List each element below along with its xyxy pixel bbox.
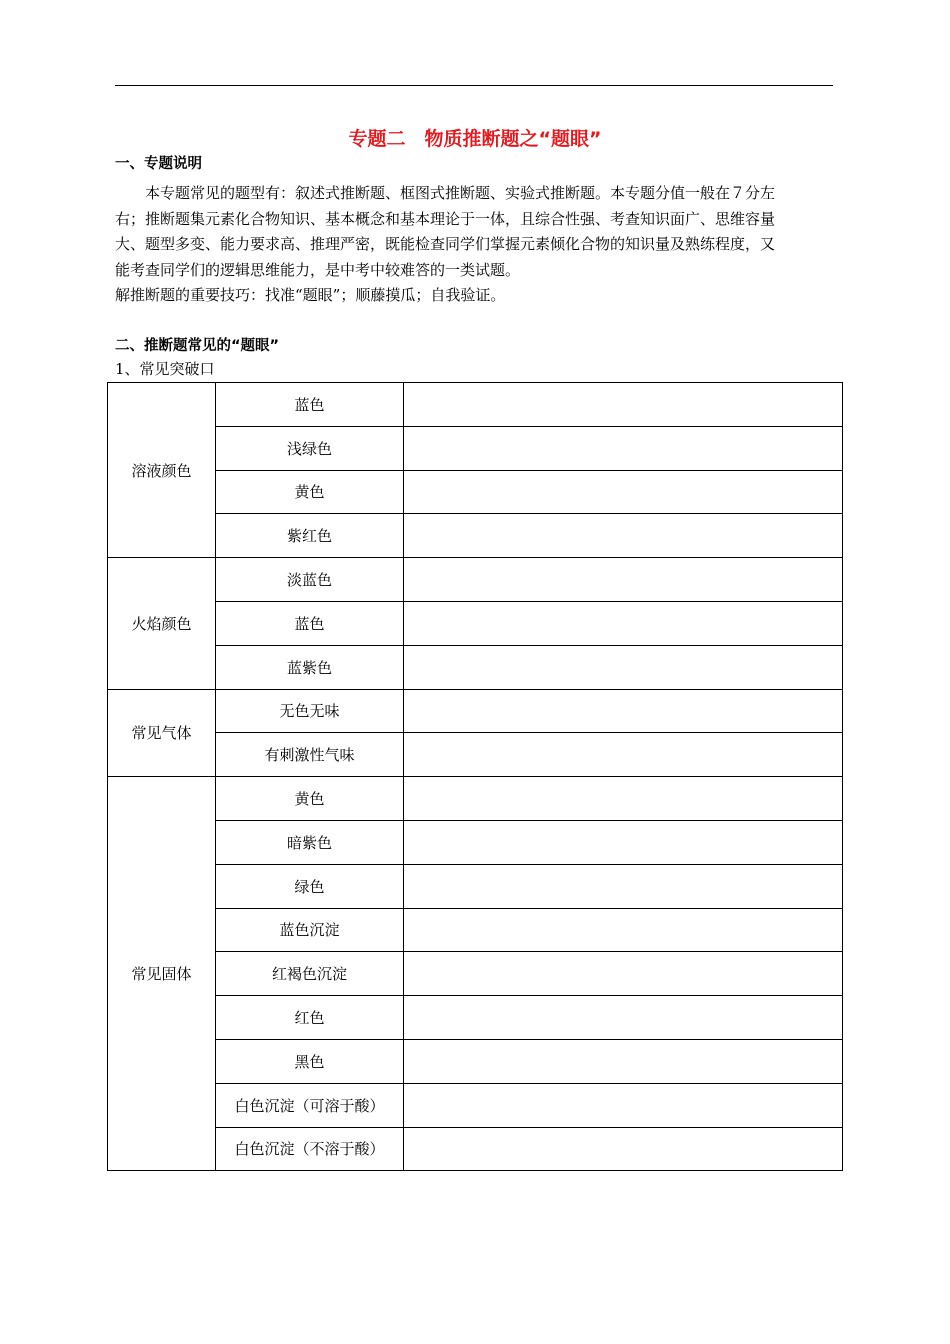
item-label: 有刺激性气味 bbox=[216, 733, 404, 777]
breakthrough-table bbox=[107, 382, 843, 1171]
header-rule bbox=[115, 85, 833, 86]
answer-cell[interactable] bbox=[404, 996, 843, 1040]
answer-cell[interactable] bbox=[404, 689, 843, 733]
item-label: 无色无味 bbox=[216, 689, 404, 733]
table-row bbox=[108, 470, 843, 514]
intro-paragraph bbox=[115, 181, 835, 309]
item-label: 黄色 bbox=[216, 470, 404, 514]
tips-line: 解推断题的重要技巧：找准“题眼”；顺藤摸瓜；自我验证。 bbox=[115, 286, 506, 304]
answer-cell[interactable] bbox=[404, 558, 843, 602]
answer-cell[interactable] bbox=[404, 645, 843, 689]
answer-cell[interactable] bbox=[404, 908, 843, 952]
answer-cell[interactable] bbox=[404, 1039, 843, 1083]
category-cell: 常见固体 bbox=[108, 777, 216, 1171]
item-label: 白色沉淀（可溶于酸） bbox=[216, 1083, 404, 1127]
table-row bbox=[108, 820, 843, 864]
table-row bbox=[108, 864, 843, 908]
answer-cell[interactable] bbox=[404, 601, 843, 645]
table-row bbox=[108, 1039, 843, 1083]
page-title: 专题二 物质推断题之“题眼” bbox=[348, 128, 602, 150]
section-heading-eyes: 二、推断题常见的“题眼” bbox=[115, 338, 280, 354]
answer-cell[interactable] bbox=[404, 1127, 843, 1171]
table-row bbox=[108, 383, 843, 427]
answer-cell[interactable] bbox=[404, 470, 843, 514]
item-label: 蓝色 bbox=[216, 383, 404, 427]
table-row bbox=[108, 1083, 843, 1127]
answer-cell[interactable] bbox=[404, 426, 843, 470]
answer-cell[interactable] bbox=[404, 864, 843, 908]
table-row bbox=[108, 733, 843, 777]
item-label: 白色沉淀（不溶于酸） bbox=[216, 1127, 404, 1171]
intro-line: 本专题常见的题型有：叙述式推断题、框图式推断题、实验式推断题。本专题分值一般在７分左 bbox=[145, 184, 776, 202]
item-label: 蓝紫色 bbox=[216, 645, 404, 689]
item-label: 紫红色 bbox=[216, 514, 404, 558]
table-row bbox=[108, 558, 843, 602]
answer-cell[interactable] bbox=[404, 820, 843, 864]
item-label: 蓝色沉淀 bbox=[216, 908, 404, 952]
item-label: 黄色 bbox=[216, 777, 404, 821]
item-label: 淡蓝色 bbox=[216, 558, 404, 602]
item-label: 浅绿色 bbox=[216, 426, 404, 470]
item-label: 蓝色 bbox=[216, 601, 404, 645]
table-row bbox=[108, 601, 843, 645]
item-label: 红褐色沉淀 bbox=[216, 952, 404, 996]
item-label: 红色 bbox=[216, 996, 404, 1040]
table-row bbox=[108, 952, 843, 996]
table-row bbox=[108, 908, 843, 952]
answer-cell[interactable] bbox=[404, 733, 843, 777]
answer-cell[interactable] bbox=[404, 952, 843, 996]
category-cell: 溶液颜色 bbox=[108, 383, 216, 558]
intro-line: 右；推断题集元素化合物知识、基本概念和基本理论于一体，且综合性强、考查知识面广、思维容量 bbox=[115, 209, 776, 228]
table-row bbox=[108, 514, 843, 558]
answer-cell[interactable] bbox=[404, 514, 843, 558]
intro-line: 能考查同学们的逻辑思维能力，是中考中较难答的一类试题。 bbox=[115, 260, 521, 279]
item-label: 绿色 bbox=[216, 864, 404, 908]
answer-cell[interactable] bbox=[404, 383, 843, 427]
answer-cell[interactable] bbox=[404, 1083, 843, 1127]
table-row bbox=[108, 777, 843, 821]
table-row bbox=[108, 645, 843, 689]
category-cell: 火焰颜色 bbox=[108, 558, 216, 689]
item-label: 黑色 bbox=[216, 1039, 404, 1083]
section-heading-intro: 一、专题说明 bbox=[115, 156, 202, 172]
category-cell: 常见气体 bbox=[108, 689, 216, 777]
intro-line: 大、题型多变、能力要求高、推理严密，既能检查同学们掌握元素倾化合物的知识量及熟练程度，又 bbox=[115, 235, 776, 253]
table-row bbox=[108, 426, 843, 470]
table-row bbox=[108, 1127, 843, 1171]
subheading-breakthrough: 1、常见突破口 bbox=[115, 360, 215, 378]
answer-cell[interactable] bbox=[404, 777, 843, 821]
item-label: 暗紫色 bbox=[216, 820, 404, 864]
table-row bbox=[108, 689, 843, 733]
table-row bbox=[108, 996, 843, 1040]
